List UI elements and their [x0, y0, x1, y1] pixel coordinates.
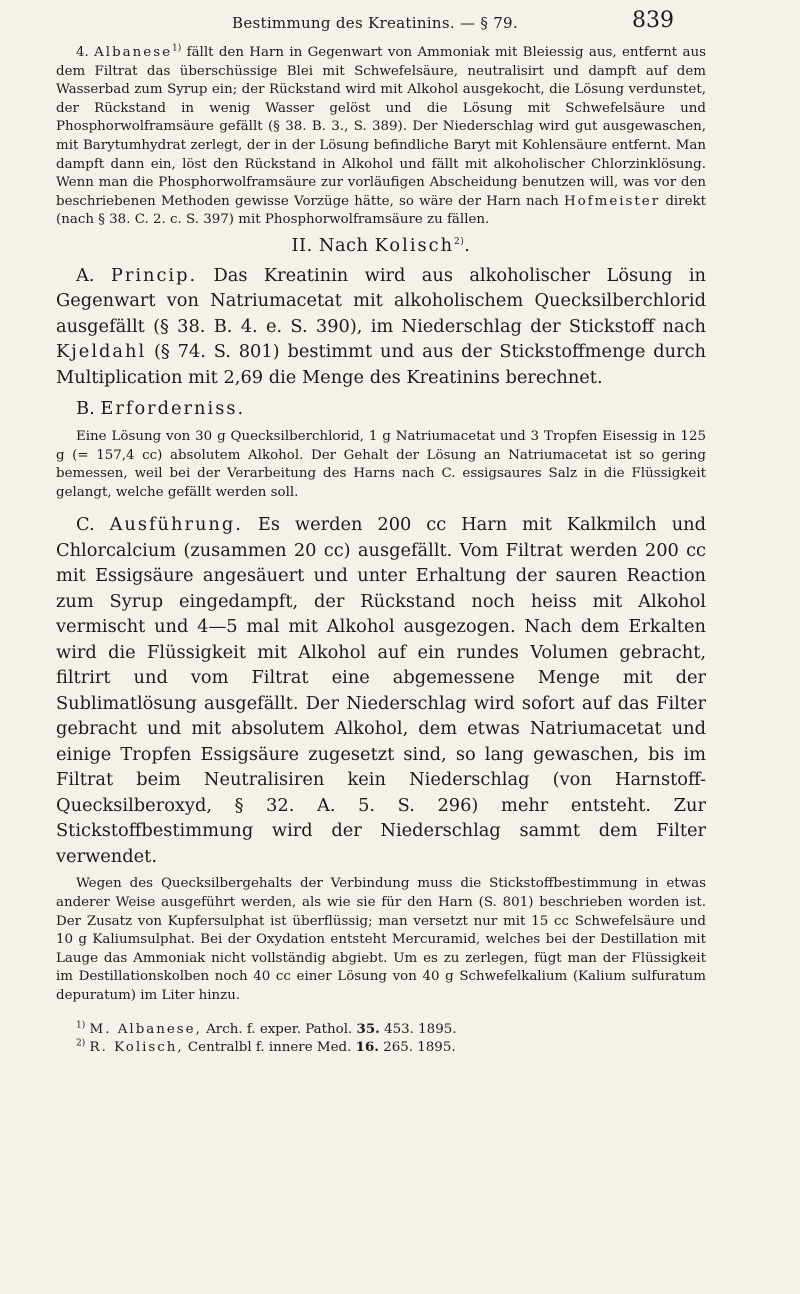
running-head: [0, 8, 800, 36]
heading-author: Kolisch: [374, 234, 455, 256]
footnote-1: $^{1)}$ M. Albanese, Arch. f. exper. Pathol. 35. 453. 1895.: [76, 1021, 457, 1038]
part-c-paragraph: [56, 512, 706, 869]
part-a-paragraph: [56, 263, 706, 391]
footnote-ref-1: 1): [172, 43, 182, 54]
part-c-title: Ausführung.: [109, 514, 243, 536]
part-b-text: Eine Lösung von 30 g Quecksilberchlorid, 1 g Natriumacetat und 3 Tropfen Eisessig in 125 g (= 157,4 cc) absolutem Alkohol. Der Gehalt der Lösung an Natriumacetat ist so gering bemessen, weil bei der Verarbeitung des Harns nach C. essigsaures Salz in die Flüssigkeit gelangt, welche gefällt werden soll.: [56, 428, 706, 500]
author-hofmeister: Hofmeister: [563, 193, 661, 209]
method-4-text: fällt den Harn in Gegenwart von Ammoniak mit Bleiessig aus, entfernt aus dem Filtrat das überschüssige Blei mit Schwefelsäure, neutralisirt und dampft auf dem Wasserbad zum Syrup ein; der Rückstand wird mit Alkohol ausgekocht, die Lösung verdunstet, der Rückstand in wenig Wasser gelöst und die Lösung mit Schwefelsäure und Phosphorwolframsäure gefällt (§ 38. B. 3., S. 389). Der Niederschlag wird gut ausgewaschen, mit Barytumhydrat zerlegt, der in der Lösung befindliche Baryt mit Kohlensäure entfernt. Man dampft dann ein, löst den Rückstand in Alkohol und fällt mit alkoholischer Chlorzinklösung. Wenn man die Phosphorwolframsäure zur vorläufigen Abscheidung benutzen will, was vor den beschriebenen Methoden gewisse Vorzüge hätte, so wäre der Harn nach: [56, 45, 707, 209]
method-4-paragraph: [56, 44, 706, 230]
part-a-text: Das Kreatinin wird aus alkoholischer Lösung in Gegenwart von Natriumacetat mit alkoholischem Quecksilberchlorid ausgefällt (§ 38. B. 4. e. S. 390), im Niederschlag der Stickstoff nach: [56, 264, 706, 337]
part-b-title: Erforderniss.: [100, 398, 246, 420]
author-albanese: Albanese: [94, 45, 172, 60]
footnote-2: $^{2)}$ R. Kolisch, Centralbl f. innere Med. 16. 265. 1895.: [76, 1038, 456, 1055]
author-kjeldahl: Kjeldahl: [56, 341, 147, 363]
part-b-heading: [56, 396, 706, 422]
part-c-text: Es werden 200 cc Harn mit Kalkmilch und Chlorcalcium (zusammen 20 cc) ausgefällt. Vom Filtrat werden 200 cc mit Essigsäure angesäuert und unter Erhaltung der sauren Reaction zum Syrup eingedampft, der Rückstand noch heiss mit Alkohol vermischt und 4—5 mal mit Alkohol ausgezogen. Nach dem Erkalten wird die Flüssigkeit mit Alkohol auf ein rundes Volumen gebracht, filtrirt und vom Filtrat eine abgemessene Menge mit der Sublimatlösung ausgefällt. Der Niederschlag wird sofort auf das Filter gebracht und mit absolutem Alkohol, dem etwas Natriumacetat und einige Tropfen Essigsäure zugesetzt sind, so lang gewaschen, bis im Filtrat beim Neutralisiren kein Niederschlag (von Harnstoff-Quecksilberoxyd, § 32. A. 5. S. 296) mehr entsteht. Zur Stickstoffbestimmung wird der Niederschlag sammt dem Filter verwendet.: [56, 514, 706, 867]
text-column: [56, 44, 706, 1056]
footnote-ref-2: 2): [454, 237, 465, 248]
note-paragraph: Wegen des Quecksilbergehalts der Verbindung muss die Stickstoffbestimmung in etwas anderer Weise ausgeführt werden, als wie sie für den Harn (S. 801) beschrieben worden ist. Der Zusatz von Kupfersulphat ist überflüssig; man versetzt nur mit 15 cc Schwefelsäure und 10 g Kaliumsulphat. Bei der Oxydation entsteht Mercuramid, welches bei der Destillation mit Lauge das Ammoniak nicht vollständig abgiebt. Um es zu zerlegen, fügt man der Flüssigkeit im Destillationskolben noch 40 cc einer Lösung von 40 g Schwefelkalium (Kalium sulfuratum depuratum) im Liter hinzu.: [56, 876, 706, 1003]
part-a-label: A.: [76, 264, 95, 286]
method-4-text-end: direkt (nach § 38. C. 2. c. S. 397) mit Phosphorwolframsäure zu fällen.: [56, 193, 706, 228]
page-number: 839: [632, 8, 674, 33]
part-a-text-end: (§ 74. S. 801) bestimmt und aus der Stickstoffmenge durch Multiplication mit 2,69 die Menge des Kreatinins berechnet.: [56, 341, 706, 388]
running-title: Bestimmung des Kreatinins. — § 79.: [232, 14, 518, 32]
part-c-label: C.: [76, 514, 95, 536]
part-b-label: B.: [76, 398, 95, 420]
section-heading-kolisch: II. Nach Kolisch$^{2)}$.: [291, 234, 471, 256]
part-a-title: Princip.: [110, 264, 198, 286]
method-number: 4.: [76, 45, 89, 60]
